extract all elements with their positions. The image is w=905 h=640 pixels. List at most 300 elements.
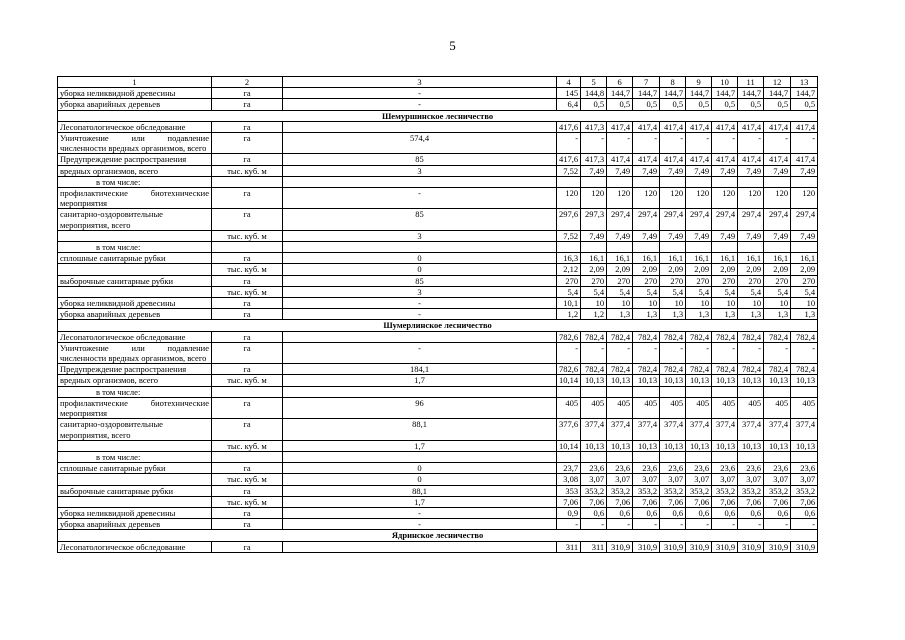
year-value-cell: 2,09 [764, 264, 791, 275]
year-value-cell: 405 [686, 397, 712, 418]
activity-cell: выборочные санитарные рубки [58, 485, 212, 496]
year-value-cell: - [607, 133, 633, 154]
year-value-cell: 310,9 [686, 541, 712, 552]
activity-cell: уборка неликвидной древесины [58, 298, 212, 309]
year-value-cell: - [791, 133, 818, 154]
year-value-cell: 3,07 [791, 474, 818, 485]
year-value-cell: 23,6 [712, 463, 738, 474]
empty-cell [791, 176, 818, 187]
empty-cell [212, 451, 283, 462]
year-value-cell: 0,9 [557, 507, 581, 518]
empty-cell [764, 242, 791, 253]
year-value-cell: 0,6 [764, 507, 791, 518]
activity-cell: Лесопатологическое обследование [58, 121, 212, 132]
activity-cell: санитарно-оздоровительные мероприятия, всего [58, 419, 212, 440]
year-value-cell: 5,4 [581, 286, 607, 297]
year-value-cell: - [738, 342, 764, 363]
year-value-cell: 120 [686, 188, 712, 209]
year-value-cell: - [660, 342, 686, 363]
year-value-cell: 417,4 [686, 121, 712, 132]
year-value-cell: 270 [633, 275, 660, 286]
column-header: 11 [738, 77, 764, 88]
year-value-cell: 405 [712, 397, 738, 418]
year-value-cell: 10,13 [764, 375, 791, 386]
year-value-cell: 7,06 [791, 496, 818, 507]
year-value-cell: 5,4 [791, 286, 818, 297]
year-value-cell: - [607, 342, 633, 363]
table-row [58, 99, 818, 110]
year-value-cell: 417,4 [633, 121, 660, 132]
year-value-cell: 0,6 [633, 507, 660, 518]
year-value-cell: 270 [712, 275, 738, 286]
year-value-cell: 0,6 [607, 507, 633, 518]
year-value-cell: 7,49 [660, 230, 686, 241]
year-value-cell: - [660, 133, 686, 154]
unit-cell: га [212, 298, 283, 309]
year-value-cell: 120 [791, 188, 818, 209]
year-value-cell: - [557, 342, 581, 363]
year-value-cell: 782,4 [791, 364, 818, 375]
activity-cell: Уничтожение или подавление численности вредных организмов, всего [58, 133, 212, 154]
year-value-cell: 782,4 [764, 331, 791, 342]
year-value-cell: 405 [557, 397, 581, 418]
year-value-cell: 7,49 [791, 165, 818, 176]
unit-cell: га [212, 88, 283, 99]
year-value-cell: 16,1 [738, 253, 764, 264]
year-value-cell: 5,4 [738, 286, 764, 297]
year-value-cell: - [633, 519, 660, 530]
table-row [58, 275, 818, 286]
subheading-label: в том числе: [58, 242, 212, 253]
empty-cell [581, 386, 607, 397]
year-value-cell: 10,1 [557, 298, 581, 309]
table-row [58, 364, 818, 375]
year-value-cell: 10 [607, 298, 633, 309]
year-value-cell: 10,13 [791, 375, 818, 386]
year-value-cell: 0,6 [712, 507, 738, 518]
activity-cell [58, 264, 212, 275]
section-title: Ядринское лесничество [58, 530, 818, 541]
year-value-cell: 120 [738, 188, 764, 209]
year-value-cell: 10 [581, 298, 607, 309]
table-row [58, 419, 818, 440]
year-value-cell: 270 [607, 275, 633, 286]
year-value-cell: - [791, 519, 818, 530]
subheading-row [58, 242, 818, 253]
year-value-cell: 7,52 [557, 165, 581, 176]
year-value-cell: 23,6 [791, 463, 818, 474]
unit-cell: га [212, 507, 283, 518]
year-value-cell: 120 [633, 188, 660, 209]
year-value-cell: 353,2 [791, 485, 818, 496]
empty-cell [581, 242, 607, 253]
year-value-cell: 417,4 [686, 154, 712, 165]
year-value-cell: 417,4 [712, 154, 738, 165]
empty-cell [283, 176, 557, 187]
year-value-cell: 5,4 [686, 286, 712, 297]
year-value-cell: - [764, 519, 791, 530]
year-value-cell: 23,6 [660, 463, 686, 474]
year-value-cell: 3,07 [738, 474, 764, 485]
year-value-cell: 120 [712, 188, 738, 209]
section-row [58, 110, 818, 121]
unit-cell: га [212, 133, 283, 154]
year-value-cell: 0,6 [686, 507, 712, 518]
year-value-cell: 7,49 [607, 230, 633, 241]
year-value-cell: 16,3 [557, 253, 581, 264]
year-value-cell: 7,06 [712, 496, 738, 507]
empty-cell [633, 176, 660, 187]
year-value-cell: 782,4 [660, 364, 686, 375]
year-value-cell: 782,4 [738, 364, 764, 375]
year-value-cell: 417,3 [581, 121, 607, 132]
year-value-cell: 353,2 [686, 485, 712, 496]
year-value-cell: - [686, 342, 712, 363]
section-title: Шемуршинское лесничество [58, 110, 818, 121]
year-value-cell: 7,49 [660, 165, 686, 176]
empty-cell [791, 451, 818, 462]
activity-cell [58, 230, 212, 241]
year-value-cell: 0,5 [660, 99, 686, 110]
year-value-cell: 10,13 [660, 375, 686, 386]
year-value-cell: 10 [633, 298, 660, 309]
year-value-cell: 782,6 [557, 331, 581, 342]
total-cell: 574,4 [283, 133, 557, 154]
forest-protection-table [57, 76, 818, 553]
activity-cell: сплошные санитарные рубки [58, 463, 212, 474]
empty-cell [686, 176, 712, 187]
table-row [58, 397, 818, 418]
table-header-row [58, 77, 818, 88]
unit-cell: га [212, 519, 283, 530]
year-value-cell: 0,5 [686, 99, 712, 110]
year-value-cell: 16,1 [660, 253, 686, 264]
year-value-cell: 297,4 [712, 209, 738, 230]
year-value-cell: - [712, 133, 738, 154]
section-row [58, 320, 818, 331]
year-value-cell: 7,06 [660, 496, 686, 507]
year-value-cell: 120 [660, 188, 686, 209]
unit-cell: тыс. куб. м [212, 375, 283, 386]
total-cell: 1,7 [283, 440, 557, 451]
column-header: 5 [581, 77, 607, 88]
year-value-cell: 353,2 [764, 485, 791, 496]
year-value-cell: 3,07 [712, 474, 738, 485]
table-row [58, 286, 818, 297]
year-value-cell: 7,49 [686, 165, 712, 176]
year-value-cell: 23,6 [633, 463, 660, 474]
total-cell: - [283, 88, 557, 99]
total-cell [283, 121, 557, 132]
column-header: 12 [764, 77, 791, 88]
year-value-cell: 120 [764, 188, 791, 209]
year-value-cell: 782,6 [557, 364, 581, 375]
year-value-cell: 144,7 [738, 88, 764, 99]
year-value-cell: 377,4 [764, 419, 791, 440]
year-value-cell: - [686, 133, 712, 154]
year-value-cell: 310,9 [738, 541, 764, 552]
empty-cell [283, 242, 557, 253]
year-value-cell: 1,3 [738, 309, 764, 320]
table-row [58, 440, 818, 451]
unit-cell: тыс. куб. м [212, 474, 283, 485]
year-value-cell: 7,49 [791, 230, 818, 241]
year-value-cell: 1,3 [660, 309, 686, 320]
empty-cell [764, 451, 791, 462]
total-cell: 0 [283, 253, 557, 264]
subheading-label: в том числе: [58, 176, 212, 187]
empty-cell [738, 176, 764, 187]
year-value-cell: - [686, 519, 712, 530]
total-cell: 3 [283, 230, 557, 241]
total-cell: 0 [283, 463, 557, 474]
year-value-cell: 353,2 [581, 485, 607, 496]
total-cell: - [283, 507, 557, 518]
activity-cell: сплошные санитарные рубки [58, 253, 212, 264]
activity-cell: Предупреждение распространения [58, 154, 212, 165]
table-row [58, 253, 818, 264]
total-cell [283, 331, 557, 342]
subheading-label: в том числе: [58, 386, 212, 397]
unit-cell: га [212, 485, 283, 496]
year-value-cell: 353,2 [633, 485, 660, 496]
year-value-cell: 7,06 [686, 496, 712, 507]
year-value-cell: 782,4 [581, 331, 607, 342]
empty-cell [791, 242, 818, 253]
year-value-cell: 297,4 [791, 209, 818, 230]
total-cell: - [283, 309, 557, 320]
year-value-cell: 297,4 [660, 209, 686, 230]
year-value-cell: 23,6 [686, 463, 712, 474]
activity-cell: вредных организмов, всего [58, 165, 212, 176]
year-value-cell: 2,09 [660, 264, 686, 275]
empty-cell [607, 242, 633, 253]
year-value-cell: 1,3 [633, 309, 660, 320]
year-value-cell: 782,4 [791, 331, 818, 342]
table-row [58, 496, 818, 507]
total-cell: - [283, 99, 557, 110]
year-value-cell: - [738, 133, 764, 154]
unit-cell: тыс. куб. м [212, 496, 283, 507]
empty-cell [738, 451, 764, 462]
empty-cell [660, 451, 686, 462]
table-row [58, 309, 818, 320]
unit-cell: га [212, 154, 283, 165]
year-value-cell: 1,3 [791, 309, 818, 320]
year-value-cell: 0,5 [712, 99, 738, 110]
subheading-row [58, 451, 818, 462]
column-header: 8 [660, 77, 686, 88]
year-value-cell: 16,1 [633, 253, 660, 264]
activity-cell: уборка аварийных деревьев [58, 519, 212, 530]
column-header: 2 [212, 77, 283, 88]
year-value-cell: 377,4 [633, 419, 660, 440]
total-cell: 0 [283, 264, 557, 275]
year-value-cell: 7,49 [764, 230, 791, 241]
year-value-cell: 16,1 [686, 253, 712, 264]
year-value-cell: 10,13 [581, 440, 607, 451]
year-value-cell: 417,4 [738, 154, 764, 165]
year-value-cell: 10,13 [791, 440, 818, 451]
year-value-cell: 297,4 [738, 209, 764, 230]
year-value-cell: 10,13 [712, 375, 738, 386]
empty-cell [764, 176, 791, 187]
empty-cell [283, 386, 557, 397]
year-value-cell: 297,4 [633, 209, 660, 230]
year-value-cell: - [633, 133, 660, 154]
year-value-cell: 3,07 [764, 474, 791, 485]
total-cell: 85 [283, 209, 557, 230]
year-value-cell: 10,13 [607, 375, 633, 386]
unit-cell: га [212, 99, 283, 110]
year-value-cell: 5,4 [607, 286, 633, 297]
year-value-cell: 7,06 [764, 496, 791, 507]
year-value-cell: 405 [791, 397, 818, 418]
table-row [58, 121, 818, 132]
total-cell: - [283, 519, 557, 530]
year-value-cell: 377,4 [660, 419, 686, 440]
year-value-cell: 377,6 [557, 419, 581, 440]
unit-cell: тыс. куб. м [212, 165, 283, 176]
year-value-cell: 0,5 [633, 99, 660, 110]
year-value-cell: 0,5 [738, 99, 764, 110]
year-value-cell: 417,4 [660, 154, 686, 165]
year-value-cell: 144,7 [633, 88, 660, 99]
empty-cell [660, 176, 686, 187]
year-value-cell: - [712, 519, 738, 530]
year-value-cell: 7,06 [581, 496, 607, 507]
year-value-cell: - [712, 342, 738, 363]
year-value-cell: 0,5 [791, 99, 818, 110]
year-value-cell: 782,4 [686, 364, 712, 375]
year-value-cell: 310,9 [660, 541, 686, 552]
year-value-cell: 0,6 [738, 507, 764, 518]
activity-cell [58, 440, 212, 451]
year-value-cell: 120 [581, 188, 607, 209]
unit-cell: тыс. куб. м [212, 230, 283, 241]
total-cell: 0 [283, 474, 557, 485]
total-cell: 88,1 [283, 419, 557, 440]
year-value-cell: 1,3 [712, 309, 738, 320]
year-value-cell: 270 [686, 275, 712, 286]
empty-cell [712, 386, 738, 397]
year-value-cell: 377,4 [686, 419, 712, 440]
year-value-cell: 270 [791, 275, 818, 286]
year-value-cell: 10 [712, 298, 738, 309]
year-value-cell: 10,13 [633, 440, 660, 451]
year-value-cell: 377,4 [738, 419, 764, 440]
year-value-cell: 3,07 [633, 474, 660, 485]
year-value-cell: 417,4 [607, 154, 633, 165]
total-cell: 1,7 [283, 496, 557, 507]
year-value-cell: 311 [557, 541, 581, 552]
unit-cell: тыс. куб. м [212, 440, 283, 451]
year-value-cell: 270 [738, 275, 764, 286]
unit-cell: тыс. куб. м [212, 264, 283, 275]
table-row [58, 209, 818, 230]
table-row [58, 519, 818, 530]
activity-cell: Уничтожение или подавление численности вредных организмов, всего [58, 342, 212, 363]
year-value-cell: 16,1 [607, 253, 633, 264]
column-header: 10 [712, 77, 738, 88]
empty-cell [712, 176, 738, 187]
year-value-cell: 7,49 [607, 165, 633, 176]
activity-cell: Предупреждение распространения [58, 364, 212, 375]
year-value-cell: 5,4 [633, 286, 660, 297]
year-value-cell: - [633, 342, 660, 363]
year-value-cell: 23,6 [581, 463, 607, 474]
year-value-cell: 2,09 [791, 264, 818, 275]
year-value-cell: 10,13 [764, 440, 791, 451]
year-value-cell: 353 [557, 485, 581, 496]
year-value-cell: 405 [633, 397, 660, 418]
table-row [58, 230, 818, 241]
year-value-cell: 16,1 [581, 253, 607, 264]
empty-cell [607, 451, 633, 462]
year-value-cell: 297,6 [557, 209, 581, 230]
year-value-cell: - [764, 133, 791, 154]
year-value-cell: - [581, 519, 607, 530]
unit-cell: га [212, 275, 283, 286]
year-value-cell: 297,4 [764, 209, 791, 230]
empty-cell [791, 386, 818, 397]
empty-cell [581, 176, 607, 187]
year-value-cell: 405 [738, 397, 764, 418]
year-value-cell: 270 [660, 275, 686, 286]
activity-cell [58, 474, 212, 485]
activity-cell: Лесопатологическое обследование [58, 331, 212, 342]
activity-cell: Лесопатологическое обследование [58, 541, 212, 552]
year-value-cell: 270 [581, 275, 607, 286]
column-header: 3 [283, 77, 557, 88]
total-cell: 85 [283, 154, 557, 165]
year-value-cell: 7,06 [557, 496, 581, 507]
year-value-cell: 1,2 [557, 309, 581, 320]
unit-cell: га [212, 209, 283, 230]
empty-cell [712, 242, 738, 253]
year-value-cell: 310,9 [607, 541, 633, 552]
year-value-cell: 417,4 [633, 154, 660, 165]
year-value-cell: 297,4 [686, 209, 712, 230]
year-value-cell: 10,13 [686, 375, 712, 386]
year-value-cell: 7,49 [712, 165, 738, 176]
year-value-cell: 417,4 [764, 154, 791, 165]
total-cell: 3 [283, 286, 557, 297]
year-value-cell: 10 [660, 298, 686, 309]
year-value-cell: 417,4 [738, 121, 764, 132]
year-value-cell: 377,4 [712, 419, 738, 440]
year-value-cell: 7,49 [581, 230, 607, 241]
year-value-cell: 3,07 [581, 474, 607, 485]
year-value-cell: 405 [581, 397, 607, 418]
year-value-cell: 7,06 [633, 496, 660, 507]
year-value-cell: 0,6 [660, 507, 686, 518]
year-value-cell: 144,7 [712, 88, 738, 99]
year-value-cell: 16,1 [712, 253, 738, 264]
table-row [58, 88, 818, 99]
empty-cell [581, 451, 607, 462]
table-row [58, 264, 818, 275]
year-value-cell: 2,09 [712, 264, 738, 275]
year-value-cell: 2,12 [557, 264, 581, 275]
year-value-cell: - [607, 519, 633, 530]
year-value-cell: 782,4 [633, 331, 660, 342]
year-value-cell: 7,52 [557, 230, 581, 241]
year-value-cell: 782,4 [712, 331, 738, 342]
activity-cell: вредных организмов, всего [58, 375, 212, 386]
year-value-cell: 1,2 [581, 309, 607, 320]
year-value-cell: - [791, 342, 818, 363]
